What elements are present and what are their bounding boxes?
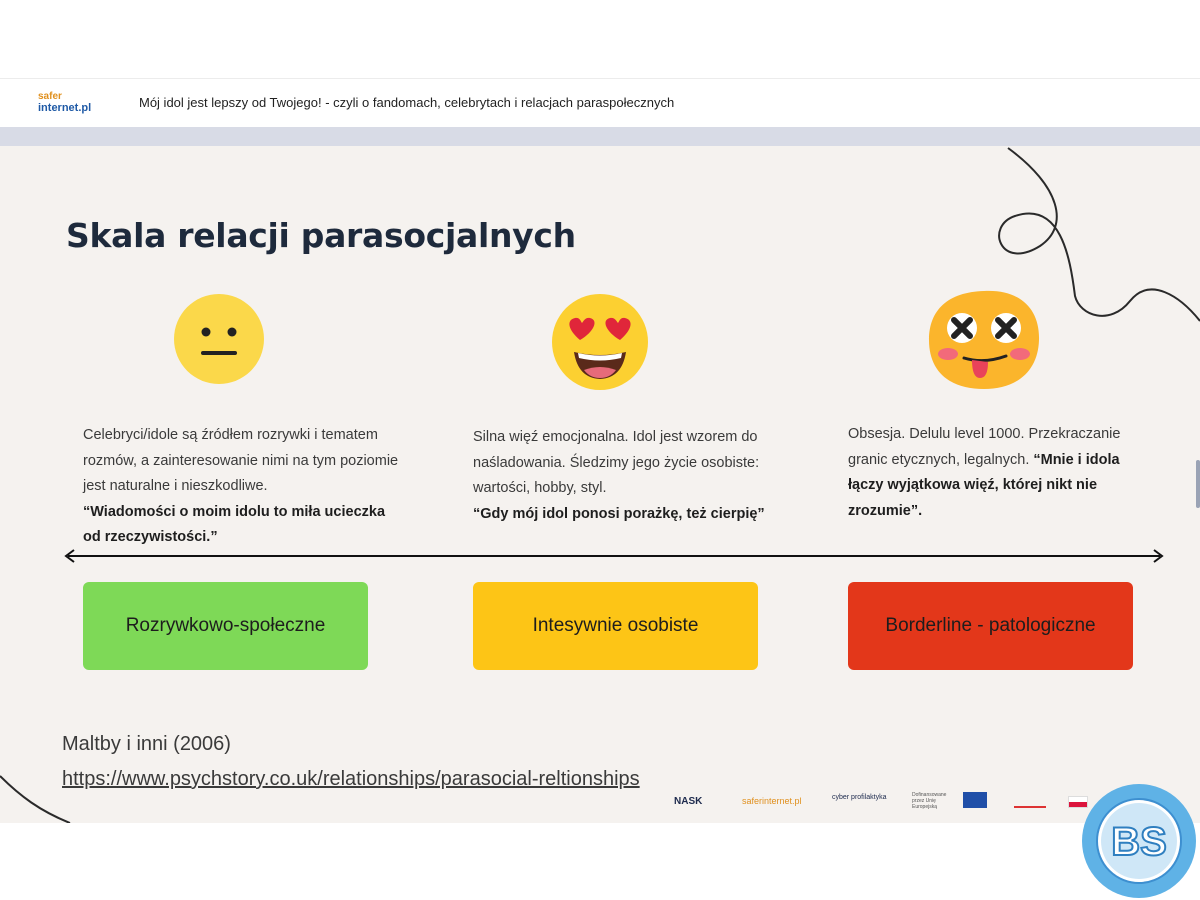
description-intense <box>473 425 783 527</box>
side-scroll-handle[interactable] <box>1196 460 1200 508</box>
source-link[interactable]: https://www.psychstory.co.uk/relationships/parasocial-reltionships <box>62 768 640 790</box>
category-casual-box: Rozrywkowo-społeczne <box>83 582 368 670</box>
description-text: Obsesja. Delulu level 1000. Przekraczanie granic etycznych, legalnych. <box>848 426 1121 468</box>
description-text: Celebryci/idole są źródłem rozrywki i tematem rozmów, a zainteresowanie nimi na tym poziomie jest naturalne i nieszkodliwe. <box>83 427 399 494</box>
eu-funding-logo: Dofinansowane przez Unię Europejską <box>912 792 947 810</box>
description-quote: “Mnie i idola łączy wyjątkowa więź, której nikt nie zrozumie”. <box>848 451 1120 519</box>
school-badge-icon <box>1080 782 1198 900</box>
logo-line1: safer <box>38 91 62 102</box>
neutral-face-icon <box>172 292 266 386</box>
ministry-logo-icon <box>1014 792 1046 808</box>
saferinternet-logo[interactable] <box>28 89 100 119</box>
page-header <box>0 78 1200 128</box>
description-quote: “Gdy mój idol ponosi porażkę, też cierpię” <box>473 505 765 522</box>
page-title: Mój idol jest lepszy od Twojego! - czyli o fandomach, celebrytach i relacjach paraspołecznych <box>139 95 675 110</box>
heart-eyes-face-icon <box>550 292 650 392</box>
slide <box>0 146 1200 823</box>
cyber-profilaktyka-logo: cyber profilaktyka <box>832 794 887 801</box>
scale-arrow <box>62 546 1166 566</box>
description-text: Silna więź emocjonalna. Idol jest wzorem do naśladowania. Śledzimy jego życie osobiste: wartości, hobby, styl. <box>473 429 760 496</box>
saferinternet-footer-logo: saferinternet.pl <box>742 796 802 806</box>
dizzy-face-tongue-icon <box>926 288 1042 392</box>
source-citation: Maltby i inni (2006) <box>62 733 231 755</box>
description-quote: “Wiadomości o moim idolu to miła ucieczka od rzeczywistości.” <box>83 503 386 545</box>
logo-line2: internet.pl <box>38 102 92 114</box>
description-casual <box>83 423 403 551</box>
category-intense-box: Intesywnie osobiste <box>473 582 758 670</box>
toolbar-strip <box>0 127 1200 146</box>
category-borderline-box: Borderline - patologiczne <box>848 582 1133 670</box>
eu-flag-icon <box>963 792 987 808</box>
description-borderline <box>848 422 1138 524</box>
nask-logo: NASK <box>674 796 703 807</box>
badge-initials: BS <box>1111 820 1167 864</box>
slide-title: Skala relacji parasocjalnych <box>66 216 576 255</box>
